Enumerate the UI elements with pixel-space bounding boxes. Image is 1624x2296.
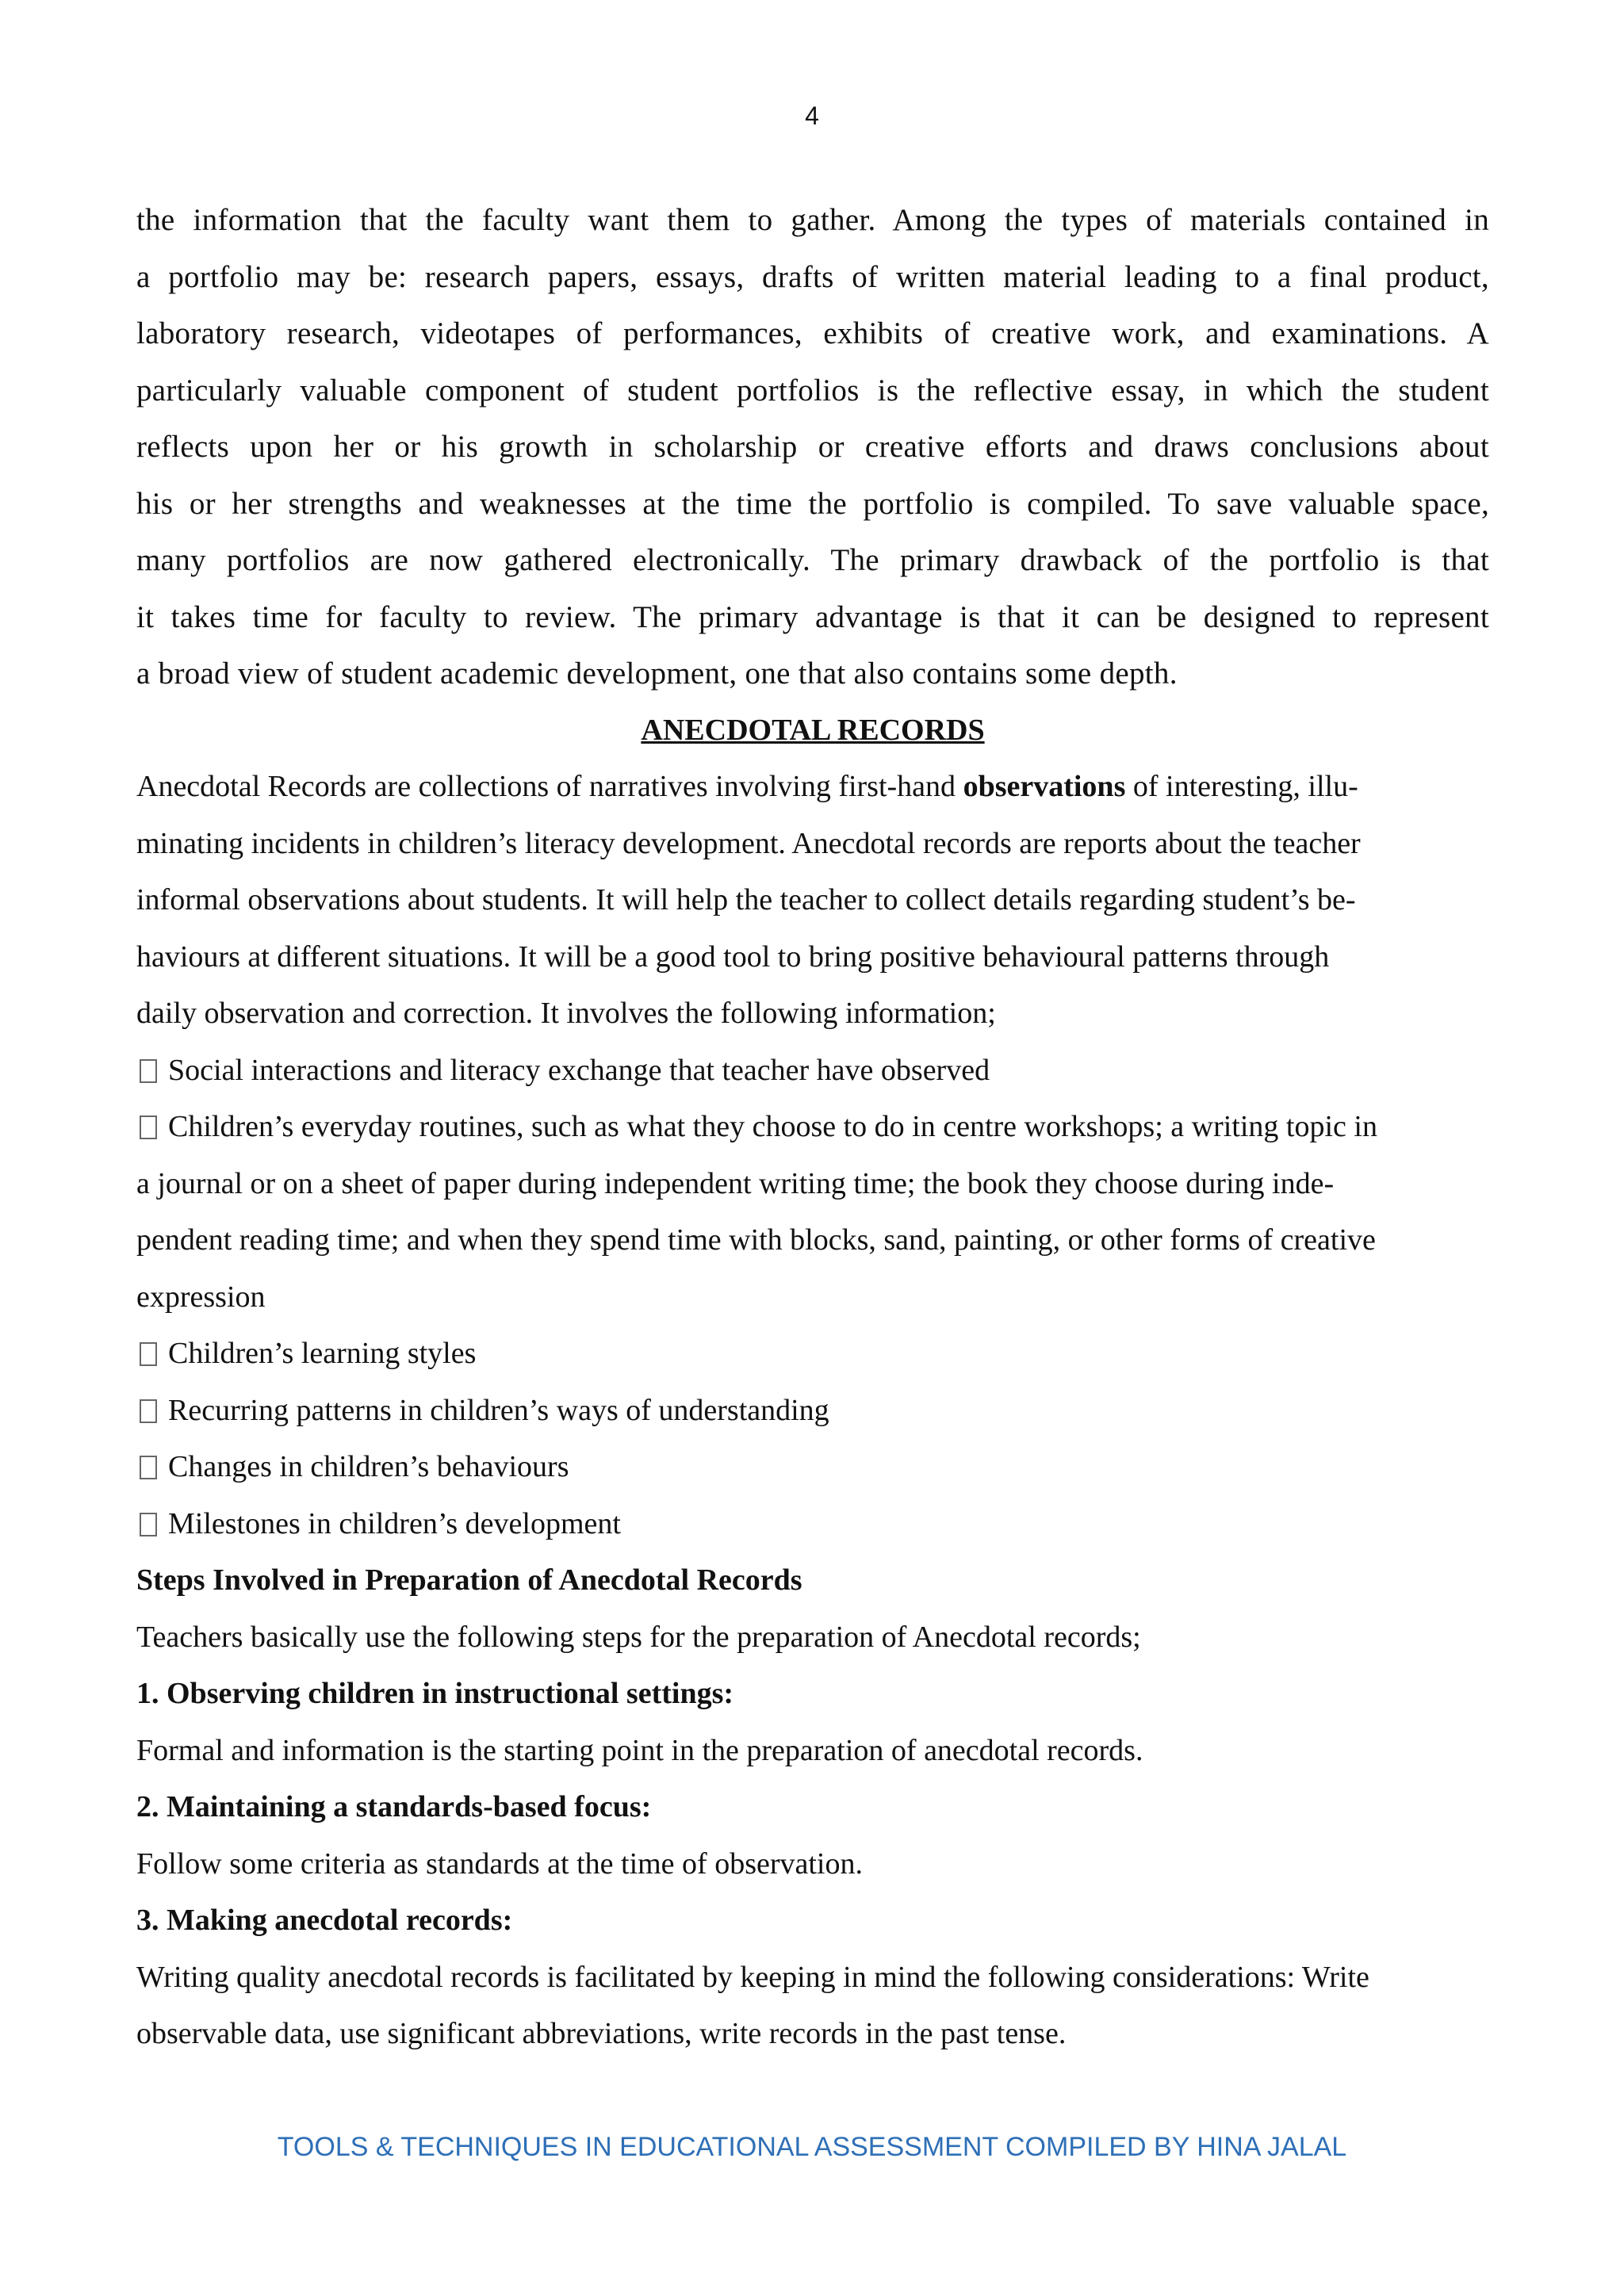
list-item-text: Changes in children’s behaviours xyxy=(168,1450,569,1483)
list-item-text: Social interactions and literacy exchange that teacher have observed xyxy=(168,1053,990,1087)
text-line: his or her strengths and weaknesses at the time the portfolio is compiled. To save valuable space, xyxy=(136,486,1489,521)
list-item xyxy=(136,1043,1489,1100)
text-line: it takes time for faculty to review. The primary advantage is that it can be designed to represent xyxy=(136,599,1489,634)
list-item-text: Children’s learning styles xyxy=(168,1337,477,1370)
list-item xyxy=(136,1099,1489,1156)
page-number: 4 xyxy=(805,101,819,130)
text-line: minating incidents in children’s literacy development. Anecdotal records are reports about the teacher xyxy=(136,826,1361,860)
step-2-text: Follow some criteria as standards at the time of observation. xyxy=(136,1846,863,1881)
text-line: haviours at different situations. It will be a good tool to bring positive behavioural patterns through xyxy=(136,939,1330,974)
text-span: Anecdotal Records are collections of narratives involving first-hand xyxy=(136,770,963,803)
page-footer: TOOLS & TECHNIQUES IN EDUCATIONAL ASSESSMENT COMPILED BY HINA JALAL xyxy=(277,2132,1347,2162)
section-heading: ANECDOTAL RECORDS xyxy=(641,713,985,747)
list-item-continuation: expression xyxy=(136,1280,266,1314)
missing-glyph-box-icon xyxy=(140,1342,157,1366)
step-3-text: Writing quality anecdotal records is facilitated by keeping in mind the following considerations: Write xyxy=(136,1960,1369,1994)
text-line: reflects upon her or his growth in scholarship or creative efforts and draws conclusions about xyxy=(136,430,1489,464)
step-3-text: observable data, use significant abbreviations, write records in the past tense. xyxy=(136,2017,1067,2050)
bold-term: observations xyxy=(963,770,1126,803)
missing-glyph-box-icon xyxy=(140,1115,157,1139)
page-content xyxy=(136,192,1489,2063)
steps-section xyxy=(136,1552,1489,2063)
anecdotal-paragraph xyxy=(136,759,1489,1043)
step-1-title: 1. Observing children in instructional settings: xyxy=(136,1677,734,1710)
list-item xyxy=(136,1439,1489,1496)
step-3-title: 3. Making anecdotal records: xyxy=(136,1904,513,1937)
steps-intro: Teachers basically use the following steps for the preparation of Anecdotal records; xyxy=(136,1620,1141,1654)
missing-glyph-box-icon xyxy=(140,1059,157,1083)
list-item-continuation: pendent reading time; and when they spend time with blocks, sand, painting, or other forms of creative xyxy=(136,1223,1376,1257)
list-item-text: Milestones in children’s development xyxy=(168,1506,621,1540)
missing-glyph-box-icon xyxy=(140,1399,157,1423)
text-line: laboratory research, videotapes of performances, exhibits of creative work, and examinations. A xyxy=(136,316,1489,350)
steps-title: Steps Involved in Preparation of Anecdotal Records xyxy=(136,1563,802,1597)
text-line: daily observation and correction. It involves the following information; xyxy=(136,997,996,1030)
step-1-text: Formal and information is the starting point in the preparation of anecdotal records. xyxy=(136,1733,1143,1767)
missing-glyph-box-icon xyxy=(140,1513,157,1536)
bullet-list xyxy=(136,1043,1489,1553)
list-item-text: Recurring patterns in children’s ways of understanding xyxy=(168,1393,829,1427)
text-span: of interesting, illu- xyxy=(1125,770,1358,803)
text-line: the information that the faculty want them to gather. Among the types of materials contained in xyxy=(136,203,1489,237)
text-line: particularly valuable component of student portfolios is the reflective essay, in which the student xyxy=(136,373,1489,408)
list-item xyxy=(136,1326,1489,1383)
text-line xyxy=(136,759,1489,816)
text-line: many portfolios are now gathered electronically. The primary drawback of the portfolio is that xyxy=(136,543,1489,577)
list-item xyxy=(136,1383,1489,1440)
list-item-text: Children’s everyday routines, such as what they choose to do in centre workshops; a writing topic in xyxy=(168,1110,1377,1143)
missing-glyph-box-icon xyxy=(140,1456,157,1479)
list-item-continuation: a journal or on a sheet of paper during independent writing time; the book they choose during inde- xyxy=(136,1166,1335,1200)
step-2-title: 2. Maintaining a standards-based focus: xyxy=(136,1790,652,1823)
text-line: informal observations about students. It will help the teacher to collect details regarding student’s be- xyxy=(136,883,1356,916)
portfolio-paragraph xyxy=(136,192,1489,702)
text-line: a portfolio may be: research papers, essays, drafts of written material leading to a final product, xyxy=(136,259,1489,294)
text-line: a broad view of student academic development, one that also contains some depth. xyxy=(136,656,1178,691)
list-item xyxy=(136,1496,1489,1553)
